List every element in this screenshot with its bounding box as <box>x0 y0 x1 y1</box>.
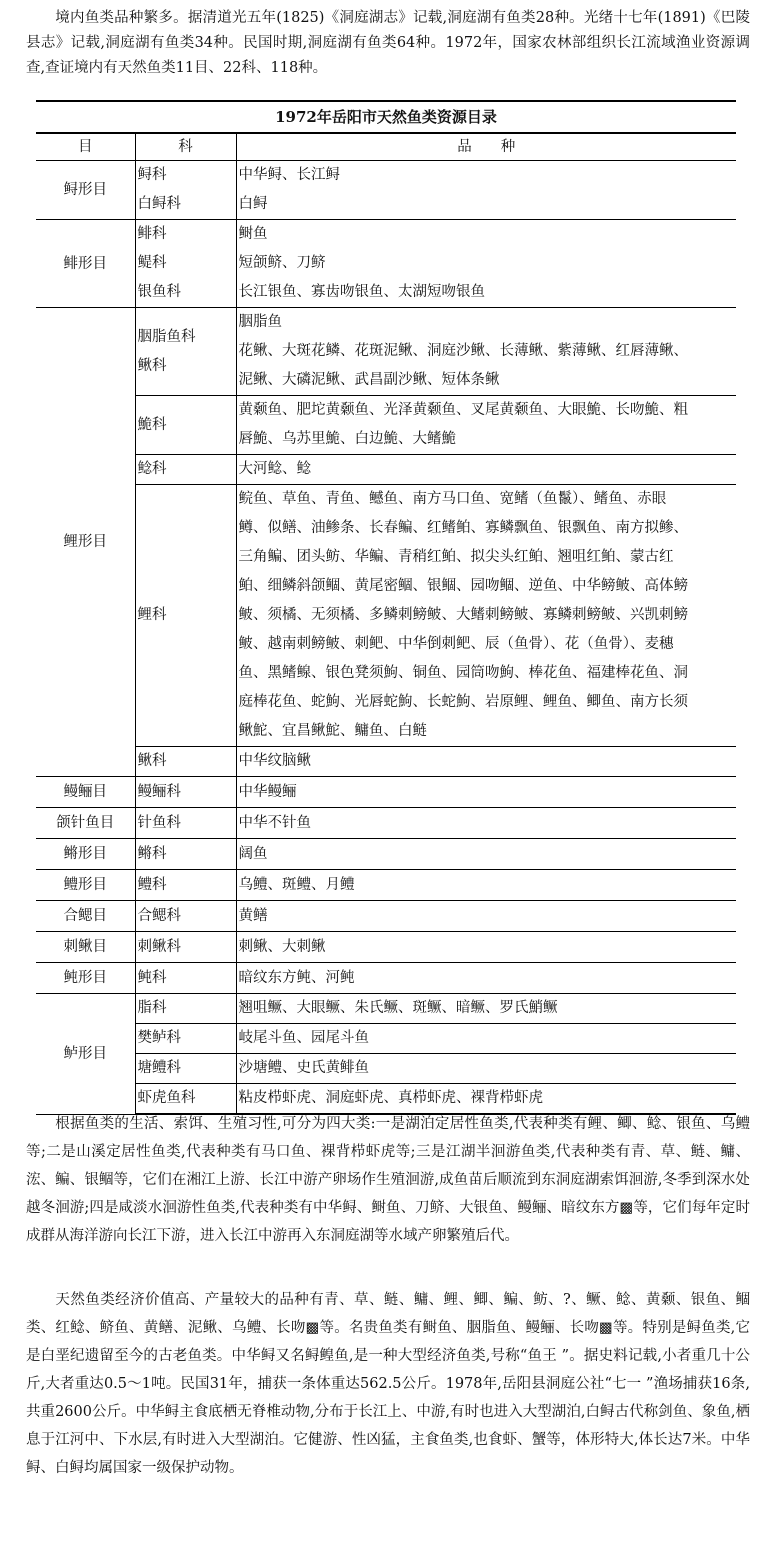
family-cell: 鳅科 <box>135 747 236 777</box>
table-row <box>36 396 736 455</box>
table-row <box>36 1054 736 1084</box>
order-cell: 颌针鱼目 <box>36 808 135 839</box>
species-cell: 黄颡鱼、肥坨黄颡鱼、光泽黄颡鱼、叉尾黄颡鱼、大眼鮠、长吻鮠、粗 唇鮠、乌苏里鮠、白边鮠、大鳍鮠 <box>236 396 736 455</box>
family-cell: 胭脂鱼科 鳅科 <box>135 308 236 396</box>
family-cell: 鳢科 <box>135 870 236 901</box>
table-row <box>36 808 736 839</box>
species-cell: 沙塘鳢、史氏黄鲱鱼 <box>236 1054 736 1084</box>
order-cell: 鲤形目 <box>36 308 135 777</box>
header-order: 目 <box>36 134 135 161</box>
order-cell: 鲱形目 <box>36 220 135 308</box>
species-cell: 大河鲶、鲶 <box>236 455 736 485</box>
intro-paragraph: 境内鱼类品种繁多。据清道光五年(1825)《洞庭湖志》记载,洞庭湖有鱼类28种。光绪十七年(1891)《巴陵县志》记载,洞庭湖有鱼类34种。民国时期,洞庭湖有鱼类64种。1972年，国家农林部组织长江流域渔业资源调查,查证境内有天然鱼类11目、22科、118种。 <box>26 10 750 76</box>
species-cell: 鲩鱼、草鱼、青鱼、鳡鱼、南方马口鱼、宽鳍（鱼鬣）、鳍鱼、赤眼 鳟、似鳝、油鲹条、长春鳊、红鳍鲌、寡鳞飘鱼、银飘鱼、南方拟鲹、 三角鳊、团头鲂、华鳊、青稍红鲌、拟尖头红鲌、翘咀红鲌、蒙古红 鲌、细鳞斜颌鲴、黄尾密鲴、银鲴、园吻鲴、逆鱼、中华鳑鲏、高体鳑 鲏、须橘、无须橘、多鳞刺鳑鲏、大鳍刺鳑鲏、寡鳞刺鳑鲏、兴凯刺鳑 鲏、越南刺鳑鲏、刺鲃、中华倒刺鲃、辰（鱼骨）、花（鱼骨）、麦穗 鱼、黑鳍鳈、银色凳须鮈、铜鱼、园筒吻鮈、棒花鱼、福建棒花鱼、洞 庭棒花鱼、蛇鮈、光唇蛇鮈、长蛇鮈、岩原鲤、鲤鱼、鲫鱼、南方长须 鳅鮀、宜昌鳅鮀、鳙鱼、白鲢 <box>236 485 736 747</box>
table-row <box>36 308 736 396</box>
order-cell: 合鳃目 <box>36 901 135 932</box>
family-cell: 鮠科 <box>135 396 236 455</box>
species-cell: 中华纹脑鳅 <box>236 747 736 777</box>
order-cell: 刺鳅目 <box>36 932 135 963</box>
family-cell: 鳗鲡科 <box>135 777 236 808</box>
species-cell: 暗纹东方鲀、河鲀 <box>236 963 736 994</box>
species-cell: 中华鲟、长江鲟 白鲟 <box>236 161 736 220</box>
species-cell: 黄鳝 <box>236 901 736 932</box>
family-cell: 鲱科 鳀科 银鱼科 <box>135 220 236 308</box>
table-row <box>36 901 736 932</box>
table-row <box>36 994 736 1024</box>
species-cell: 胭脂鱼 花鳅、大斑花鳞、花斑泥鳅、洞庭沙鳅、长薄鳅、紫薄鳅、红唇薄鳅、 泥鳅、大磷泥鳅、武昌副沙鳅、短体条鳅 <box>236 308 736 396</box>
species-cell: 阔鱼 <box>236 839 736 870</box>
table-row <box>36 220 736 308</box>
fish-resource-table <box>36 133 736 1115</box>
family-cell: 合鳃科 <box>135 901 236 932</box>
species-cell: 乌鳢、斑鳢、月鳢 <box>236 870 736 901</box>
table-row <box>36 485 736 747</box>
family-cell: 塘鳢科 <box>135 1054 236 1084</box>
table-row <box>36 1024 736 1054</box>
family-cell: 鲀科 <box>135 963 236 994</box>
table-header-row <box>36 134 736 161</box>
header-species: 品 种 <box>236 134 736 161</box>
fish-resource-table-block <box>36 100 736 1115</box>
habit-paragraph: 根据鱼类的生活、索饵、生殖习性,可分为四大类:一是湖泊定居性鱼类,代表种类有鲤、鲫、鲶、银鱼、乌鳢等;二是山溪定居性鱼类,代表种类有马口鱼、裸背栉虾虎等;三是江湖半洄游鱼类,代表种类有青、草、鲢、鳙、浤、鳊、银鲴等，它们在湘江上游、长江中游产卵场作生殖洄游,成鱼苗后顺流到东洞庭湖索饵洄游,冬季到深水处越冬洄游;四是咸淡水洄游性鱼类,代表种类有中华鲟、鲥鱼、刀鲚、大银鱼、鳗鲡、暗纹东方▩等，它们每年定时成群从海洋游向长江下游，进入长江中游再入东洞庭湖等水域产卵繁殖后代。 <box>26 1116 750 1244</box>
table-row <box>36 932 736 963</box>
family-cell: 针鱼科 <box>135 808 236 839</box>
table-row <box>36 777 736 808</box>
family-cell: 樊鲈科 <box>135 1024 236 1054</box>
table-row <box>36 870 736 901</box>
family-cell: 鳉科 <box>135 839 236 870</box>
species-cell: 鲥鱼 短颌鲚、刀鲚 长江银鱼、寡齿吻银鱼、太湖短吻银鱼 <box>236 220 736 308</box>
family-cell: 刺鳅科 <box>135 932 236 963</box>
family-cell: 鲤科 <box>135 485 236 747</box>
species-cell: 翘咀鳜、大眼鳜、朱氏鳜、斑鳜、暗鳜、罗氏鮹鳜 <box>236 994 736 1024</box>
table-row <box>36 455 736 485</box>
order-cell: 鲀形目 <box>36 963 135 994</box>
order-cell: 鲈形目 <box>36 994 135 1115</box>
economic-value-paragraph: 天然鱼类经济价值高、产量较大的品种有青、草、鲢、鳙、鲤、鲫、鳊、鲂、?、鳜、鲶、黄颡、银鱼、鲴类、红鲶、鲚鱼、黄鳝、泥鳅、乌鳢、长吻▩等。名贵鱼类有鲥鱼、胭脂鱼、鳗鲡、长吻▩等。特别是鲟鱼类,它是白垩纪遗留至今的古老鱼类。中华鲟又名鲟鳇鱼,是一种大型经济鱼类,号称“鱼王 ”。据史料记载,小者重几十公斤,大者重达0.5～1吨。民国31年，捕获一条体重达562.5公斤。1978年,岳阳县洞庭公社“七一 ”渔场捕获16条,共重2600公斤。中华鲟主食底栖无脊椎动物,分布于长江上、中游,有时也进入大型湖泊,白鲟古代称剑鱼、象鱼,栖息于江河中、下水层,有时进入大型湖泊。它健游、性凶猛，主食鱼类,也食虾、蟹等，体形特大,体长达7米。中华鲟、白鲟均属国家一级保护动物。 <box>26 1292 750 1476</box>
species-cell: 岐尾斗鱼、园尾斗鱼 <box>236 1024 736 1054</box>
family-cell: 虾虎鱼科 <box>135 1084 236 1115</box>
species-cell: 粘皮栉虾虎、洞庭虾虎、真栉虾虎、裸背栉虾虎 <box>236 1084 736 1115</box>
order-cell: 鳢形目 <box>36 870 135 901</box>
table-row <box>36 747 736 777</box>
table-row <box>36 963 736 994</box>
order-cell: 鳗鲡目 <box>36 777 135 808</box>
table-row <box>36 839 736 870</box>
family-cell: 鲟科 白鲟科 <box>135 161 236 220</box>
species-cell: 中华不针鱼 <box>236 808 736 839</box>
table-title: 1972年岳阳市天然鱼类资源目录 <box>36 102 736 133</box>
header-family: 科 <box>135 134 236 161</box>
table-row <box>36 161 736 220</box>
order-cell: 鲟形目 <box>36 161 135 220</box>
species-cell: 刺鳅、大刺鳅 <box>236 932 736 963</box>
family-cell: 脂科 <box>135 994 236 1024</box>
species-cell: 中华鳗鲡 <box>236 777 736 808</box>
order-cell: 鳉形目 <box>36 839 135 870</box>
family-cell: 鲶科 <box>135 455 236 485</box>
